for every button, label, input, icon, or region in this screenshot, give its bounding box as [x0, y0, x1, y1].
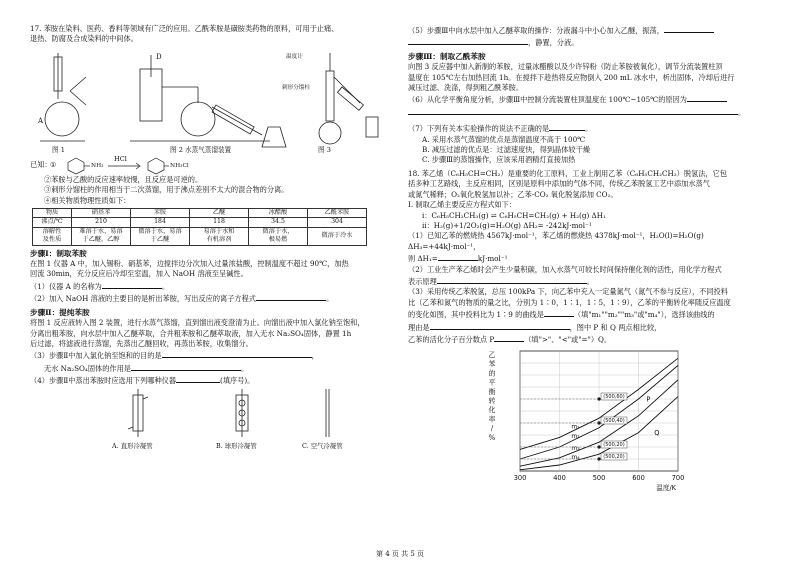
known-1-hcl: HCl	[114, 154, 127, 163]
q18-q3-text-4b: ，图中 P 和 Q 两点相比较，	[569, 322, 662, 332]
table-header-row	[33, 209, 367, 218]
q7-text: （7）下列有关本实验操作的说法不正确的是	[408, 124, 550, 134]
q1-text: （1）仪器 A 的名称为	[30, 281, 102, 291]
table-cell: 沸点/℃	[33, 218, 72, 227]
y-axis-label-char: %	[488, 434, 496, 443]
option-c-air-condenser[interactable]: C. 空气冷凝管	[302, 441, 343, 450]
q18-q1-text-2: 则 ΔH₁=	[408, 254, 438, 264]
option-b-bulb-condenser[interactable]: B. 球形冷凝管	[216, 441, 257, 450]
q18-q3-answer-blank-1[interactable]	[544, 308, 574, 317]
q4-text: （4）步骤Ⅱ中蒸出苯胺时应选用下列哪种仪器	[30, 376, 177, 386]
y-axis-label-char: 苯	[488, 360, 496, 369]
air-condenser-icon	[326, 389, 329, 437]
table-cell: 304	[308, 218, 367, 227]
y-axis-label-char: 的	[488, 369, 496, 378]
fig-label-d: D	[156, 52, 162, 61]
figure-3-drawing	[319, 53, 378, 144]
step3-text-3: 减压过滤、洗涤，得到粗乙酰苯胺。	[408, 83, 524, 93]
q6-answer-blank-1[interactable]	[687, 93, 727, 102]
left-column: 17. 苯胺在染料、医药、香料等领域有广泛的应用。乙酰苯胺是磺胺类药物的原料，可用于止痛、 退热、防腐及合成染料的中间体。 A D 温度计 刺形分馏柱 图 1 图 2 水蒸气蒸馏装置 图 3 已知： ① NH₂ HCl NH₃Cl ②苯胺与乙酸的反应速率较慢，且反应是可逆的。 ③刺形分馏柱的作用相当于二次蒸馏，用于沸点差别不太大的混合物的分离。 ④相关物质物理性质如下： 物质 硝基苯 苯胺 乙醚 冰醋酸 乙酰苯胺 沸点/℃ 210 184 118 34.5 304 溶解性 及性质 难溶于水，易溶 于乙醚、乙醇 微溶于水，易溶 于乙醚 易溶于水和 有机溶剂 微溶于水， 极易燃 微溶于冷水 步骤Ⅰ：制取苯胺 在图 1 仪器 A 中，加入锡粉、硝基苯，边搅拌边分次加入过量浓盐酸，控制温度不超过 90℃，加热 回流 30min，充分反应后冷却至室温，加入 NaOH 溶液至呈碱性。 （1）仪器 A 的名称为 。 （2）加入 NaOH 溶液的主要目的是析出苯胺，写出反应的离子方程式 。 步骤Ⅱ：提纯苯胺 将图 1 反应液转入图 2 装置，进行水蒸气蒸馏，直到馏出液变澄清为止。向馏出液中加入氯化钠至饱和， 分离出粗苯胺，向水层中加入乙醚萃取，合并粗苯胺和乙醚萃取液，加入无水 Na₂SO₄固体，静置 1h 后过滤，将滤液进行蒸馏，先蒸出乙醚回收，再蒸出苯胺，收集馏分。 （3）步骤Ⅱ中加入氯化钠至饱和的目的是 ， 无水 Na₂SO₄固体的作用是 。 （4）步骤Ⅱ中蒸出苯胺时应选用下列哪种仪器 (填序号)。 A. 直形冷凝管 B. 球形冷凝管 C. 空气冷凝管	[30, 24, 388, 451]
series-label: m₄	[571, 454, 580, 462]
x-tick-label: 300	[513, 474, 527, 483]
known-1-nh2: NH₂	[91, 162, 104, 169]
point-label: (500,20)	[603, 454, 625, 461]
known-3: ③刺形分馏柱的作用相当于二次蒸馏，用于沸点差别不太大的混合物的分离。	[44, 185, 289, 195]
q18-equation-1: i：C₆H₅CH₂CH₃(g) ⇌ C₆H₅CH=CH₂(g) + H₂(g) ΔH₁	[422, 210, 606, 220]
step1-text-1: 在图 1 仪器 A 中，加入锡粉、硝基苯，边搅拌边分次加入过量浓盐酸，控制温度不超过 90℃，加热	[30, 259, 349, 269]
table-cell: 微溶于水， 极易燃	[249, 227, 308, 245]
step3-text-2: 温度在 105℃左右加热回流 1h。在搅拌下趁热将反应物倒入 200 mL 冰水中，析出固体，冷却后进行	[408, 72, 735, 82]
step3-text-1: 向图 3 反应器中加入新制的苯胺，过量冰醋酸以及少许锌粉（防止苯胺被氧化），调节分流装置柱顶	[408, 62, 723, 72]
step2-text-1: 将图 1 反应液转入图 2 装置，进行水蒸气蒸馏，直到馏出液变澄清为止。向馏出液中加入氯化钠至饱和，	[30, 318, 365, 328]
known-block	[30, 155, 388, 246]
q7-option-c[interactable]: C. 步骤Ⅲ的蒸馏操作，应该采用酒精灯直接加热	[422, 155, 576, 165]
table-row	[33, 227, 367, 245]
step1-text-2: 回流 30min，充分反应后冷却至室温，加入 NaOH 溶液至呈碱性。	[30, 269, 248, 279]
q3-text-1: （3）步骤Ⅱ中加入氯化钠至饱和的目的是	[30, 351, 162, 361]
q18-q1-answer-blank[interactable]	[438, 252, 478, 261]
q7-option-b[interactable]: B. 减压过滤的优点是：过滤速度快，得到晶体较干燥	[422, 145, 590, 155]
point-p-label: P	[646, 395, 651, 404]
table-cell: 难溶于水，易溶 于乙醚、乙醇	[72, 227, 131, 245]
q4-answer-blank[interactable]	[176, 374, 220, 383]
table-cell: 苯胺	[131, 209, 190, 218]
page-footer: 第 4 页 共 5 页	[375, 550, 425, 558]
known-2: ②苯胺与乙酸的反应速率较慢，且反应是可逆的。	[44, 174, 203, 184]
step2-text-3: 后过滤，将滤液进行蒸馏，先蒸出乙醚回收，再蒸出苯胺，收集馏分。	[30, 338, 253, 348]
q5-text-2: ，静置，分液。	[528, 38, 579, 48]
known-1-reaction	[30, 155, 388, 175]
q18-q3-text-5: 乙苯的活化分子百分数点 P	[408, 334, 495, 344]
y-axis-label-char: /	[490, 424, 494, 433]
q18-part1: Ⅰ. 制取乙烯主要反应方程式如下：	[408, 200, 517, 210]
table-cell: 184	[131, 218, 190, 227]
figure-1-drawing	[40, 53, 86, 141]
q18-q2-text-2: 表示原理	[408, 276, 437, 286]
known-4: ④相关物质物理性质如下：	[44, 195, 131, 205]
table-cell: 118	[190, 218, 249, 227]
q3-answer-blank-2[interactable]	[131, 362, 241, 371]
q6-answer-blank-2[interactable]	[408, 106, 738, 115]
q3-text-2: 无水 Na₂SO₄固体的作用是	[44, 363, 131, 373]
q18-q3-answer-blank-2[interactable]	[430, 321, 570, 330]
fig1-caption: 图 1	[52, 145, 65, 154]
q2-answer-blank[interactable]	[256, 292, 326, 301]
table-row	[33, 218, 367, 227]
q17-intro-1: 17. 苯胺在染料、医药、香料等领域有广泛的应用。乙酰苯胺是磺胺类药物的原料，可用于止痛、	[30, 24, 339, 33]
apparatus-figures	[30, 47, 388, 155]
fig3-label-thermometer: 温度计	[286, 53, 303, 60]
q18-q3-answer-blank-3[interactable]	[494, 333, 524, 342]
q18-q3-text-5b: （填">"、"<"或"="）Q。	[524, 334, 612, 344]
q18-q3-text-3b: （填"m₁""m₂""m₃"或"m₄"），选择该曲线的	[573, 310, 715, 320]
q18-q2-text-1: （2）工业生产苯乙烯时会产生少量积碳，加入水蒸气可较长时间保持催化剂的活性，用化学方程式	[408, 264, 722, 274]
q18-q3-text-1: （3）采用传统乙苯脱氢，总压 100kPa 下，向乙苯中充入一定量氮气（氮气不参与反应），不同投料	[408, 287, 728, 297]
properties-table	[32, 208, 367, 246]
condenser-options	[30, 387, 388, 451]
step2-title: 步骤Ⅱ：提纯苯胺	[30, 307, 90, 317]
apparatus-drawing	[30, 47, 388, 155]
benzene-ring-icon	[148, 158, 164, 174]
x-axis-label: 温度/K	[656, 484, 676, 493]
option-a-straight-condenser[interactable]: A. 直形冷凝管	[112, 441, 153, 450]
series-label: m₂	[571, 433, 580, 441]
q18-intro-1: 18. 苯乙烯（C₆H₅CH=CH₂）是重要的化工原料，工业上制用乙苯（C₆H₅CH₂CH₃）脱氢法，它包	[408, 168, 727, 178]
known-1-num: ①	[50, 159, 57, 169]
fig3-label-column: 刺形分馏柱	[282, 84, 310, 91]
bulb-condenser-icon	[236, 389, 248, 437]
point-label: (500,20)	[603, 442, 625, 449]
x-tick-label: 400	[553, 474, 566, 483]
q18-intro-2: 括多种工艺路线，主反应相同，区别是原料中添加的气体不同，传统乙苯脱氢工艺中添加水蒸气	[408, 179, 710, 189]
series-label: m₁	[571, 424, 580, 432]
q7-answer-blank[interactable]	[549, 122, 585, 131]
q18-q2-answer-blank[interactable]	[437, 275, 587, 284]
q18-q3-text-4: 理由是	[408, 322, 430, 332]
q18-q3-text-3: 的变化如图，其中投料比为 1∶9 的曲线是	[408, 310, 544, 320]
point-q-label: Q	[654, 429, 660, 438]
table-cell: 硝基苯	[72, 209, 131, 218]
y-axis-label-char: 衡	[488, 388, 496, 397]
fig3-caption: 图 3	[318, 145, 331, 154]
x-tick-label: 600	[632, 474, 645, 483]
point-label: (500,40)	[603, 418, 625, 425]
right-column: （5）步骤Ⅲ中向水层中加入乙醚萃取的操作：分液漏斗中小心加入乙醚，振荡， ，静置，分液。 步骤Ⅲ：制取乙酰苯胺 向图 3 反应器中加入新制的苯胺，过量冰醋酸以及少许锌粉（防止苯胺被氧化），调节分流装置柱顶 温度在 105℃左右加热回流 1h。在搅拌下趁热将反应物倒入 200 mL 冰水中，析出固体，冷却后进行 减压过滤、洗涤，得到粗乙酰苯胺。 （6）从化学平衡角度分析，步骤Ⅲ中控制分流装置柱顶温度在 100℃~105℃的原因为 。 （7）下列有关本实验操作的说法不正确的是 。 A. 采用水蒸气蒸馏的优点是蒸馏温度不高于 100℃ B. 减压过滤的优点是：过滤速度快，得到晶体较干燥 C. 步骤Ⅲ的蒸馏操作，应该采用酒精灯直接加热 18. 苯乙烯（C₆H₅CH=CH₂）是重要的化工原料，工业上制用乙苯（C₆H₅CH₂CH₃）脱氢法，它包 括多种工艺路线，主反应相同，区别是原料中添加的气体不同，传统乙苯脱氢工艺中添加水蒸气 或氮气稀释；O₂氧化脱氢加以补；乙苯-CO₂ 氧化脱氢添加 CO₂。 Ⅰ. 制取乙烯主要反应方程式如下： i：C₆H₅CH₂CH₃(g) ⇌ C₆H₅CH=CH₂(g) + H₂(g) ΔH₁ ii：H₂(g)+1/2O₂(g)=H₂O(g) ΔH₂= -242kJ·mol⁻¹ （1）已知乙苯的燃烧热 4567kJ·mol⁻¹，苯乙烯的燃烧热 4378kJ·mol⁻¹，H₂O(l)=H₂O(g) ΔH₃=+44kJ·mol⁻¹， 则 ΔH₁= kJ·mol⁻¹ （2）工业生产苯乙烯时会产生少量积碳，加入水蒸气可较长时间保持催化剂的活性，用化学方程式 表示原理 。 （3）采用传统乙苯脱氢，总压 100kPa 下，向乙苯中充入一定量氮气（氮气不参与反应），不同投料 比（乙苯和氮气的物质的量之比，分别为 1∶0，1∶1，1∶5，1∶9），乙苯的平衡转化率随反应温度 的变化如图，其中投料比为 1∶9 的曲线是 （填"m₁""m₂""m₃"或"m₄"），选择该曲线的 理由是 ，图中 P 和 Q 两点相比较， 乙苯的活化分子百分数点 P （填">"、"<"或"="）Q。 300 400 500 600 700 温度/K 乙 苯 的 平 衡 转 化 率 / % m₁ m₂ m₃ m₄ (500,60) (500,40) (500,20) (500,20) P Q	[408, 24, 778, 495]
series-label: m₃	[571, 445, 580, 453]
step3-title: 步骤Ⅲ：制取乙酰苯胺	[408, 51, 486, 61]
y-axis-label-char: 化	[488, 406, 496, 415]
fig2-caption: 图 2 水蒸气蒸馏装置	[170, 145, 232, 154]
table-cell: 乙酰苯胺	[308, 209, 367, 218]
q4-suffix: (填序号)。	[220, 376, 255, 386]
point-label: (500,60)	[603, 394, 625, 401]
table-cell: 物质	[33, 209, 72, 218]
q5-text-1: （5）步骤Ⅲ中向水层中加入乙醚萃取的操作：分液漏斗中小心加入乙醚，振荡，	[408, 26, 664, 35]
q18-intro-3: 或氮气稀释；O₂氧化脱氢加以补；乙苯-CO₂ 氧化脱氢添加 CO₂。	[408, 189, 618, 199]
q18-q1-unit: kJ·mol⁻¹	[477, 254, 508, 264]
table-cell: 易溶于水和 有机溶剂	[190, 227, 249, 245]
x-tick-label: 700	[671, 474, 685, 483]
step2-text-2: 分离出粗苯胺，向水层中加入乙醚萃取，合并粗苯胺和乙醚萃取液，加入无水 Na₂SO₄固体，静置 1h	[30, 328, 352, 338]
x-tick-label: 500	[592, 474, 606, 483]
benzene-ring-icon	[68, 158, 84, 174]
fig-label-a: A	[38, 116, 44, 125]
table-cell: 溶解性 及性质	[33, 227, 72, 245]
table-cell: 乙醚	[190, 209, 249, 218]
figure-2-drawing	[130, 52, 286, 147]
step1-title: 步骤Ⅰ：制取苯胺	[30, 248, 87, 258]
table-cell: 微溶于冷水	[308, 227, 367, 245]
y-axis-label-char: 平	[488, 378, 496, 387]
y-axis-label-char: 乙	[488, 351, 496, 360]
q3-answer-blank-1[interactable]	[162, 349, 312, 358]
q1-answer-blank[interactable]	[102, 280, 162, 289]
conversion-chart-svg	[478, 345, 688, 495]
known-1-product: NH₃Cl	[170, 162, 189, 169]
known-label: 已知：	[30, 159, 52, 169]
q18-q1-text-1: （1）已知乙苯的燃烧热 4567kJ·mol⁻¹，苯乙烯的燃烧热 4378kJ·mol⁻¹，H₂O(l)=H₂O(g) ΔH₃=+44kJ·mol⁻¹，	[408, 231, 704, 251]
q6-text: （6）从化学平衡角度分析，步骤Ⅲ中控制分流装置柱顶温度在 100℃~105℃的原因为	[408, 95, 687, 105]
aniline-reaction-drawing	[64, 155, 214, 175]
conversion-chart	[478, 345, 688, 495]
q17-intro-2: 退热、防腐及合成染料的中间体。	[30, 34, 138, 44]
q18-q3-text-2: 比（乙苯和氮气的物质的量之比，分别为 1∶0，1∶1，1∶5，1∶9），乙苯的平衡转化率随反应温度	[408, 297, 731, 307]
q5-answer-blank-1[interactable]	[664, 24, 714, 33]
y-axis-label-char: 率	[488, 415, 496, 424]
q7-option-a[interactable]: A. 采用水蒸气蒸馏的优点是蒸馏温度不高于 100℃	[422, 134, 586, 144]
table-cell: 34.5	[249, 218, 308, 227]
table-cell: 210	[72, 218, 131, 227]
q18-equation-2: ii：H₂(g)+1/2O₂(g)=H₂O(g) ΔH₂= -242kJ·mol⁻¹	[422, 220, 592, 230]
table-cell: 冰醋酸	[249, 209, 308, 218]
straight-condenser-icon	[128, 389, 148, 437]
q5-answer-blank-2[interactable]	[408, 36, 528, 45]
q2-text: （2）加入 NaOH 溶液的主要目的是析出苯胺，写出反应的离子方程式	[30, 294, 256, 304]
table-cell: 微溶于水，易溶 于乙醚	[131, 227, 190, 245]
y-axis-label-char: 转	[488, 397, 496, 406]
